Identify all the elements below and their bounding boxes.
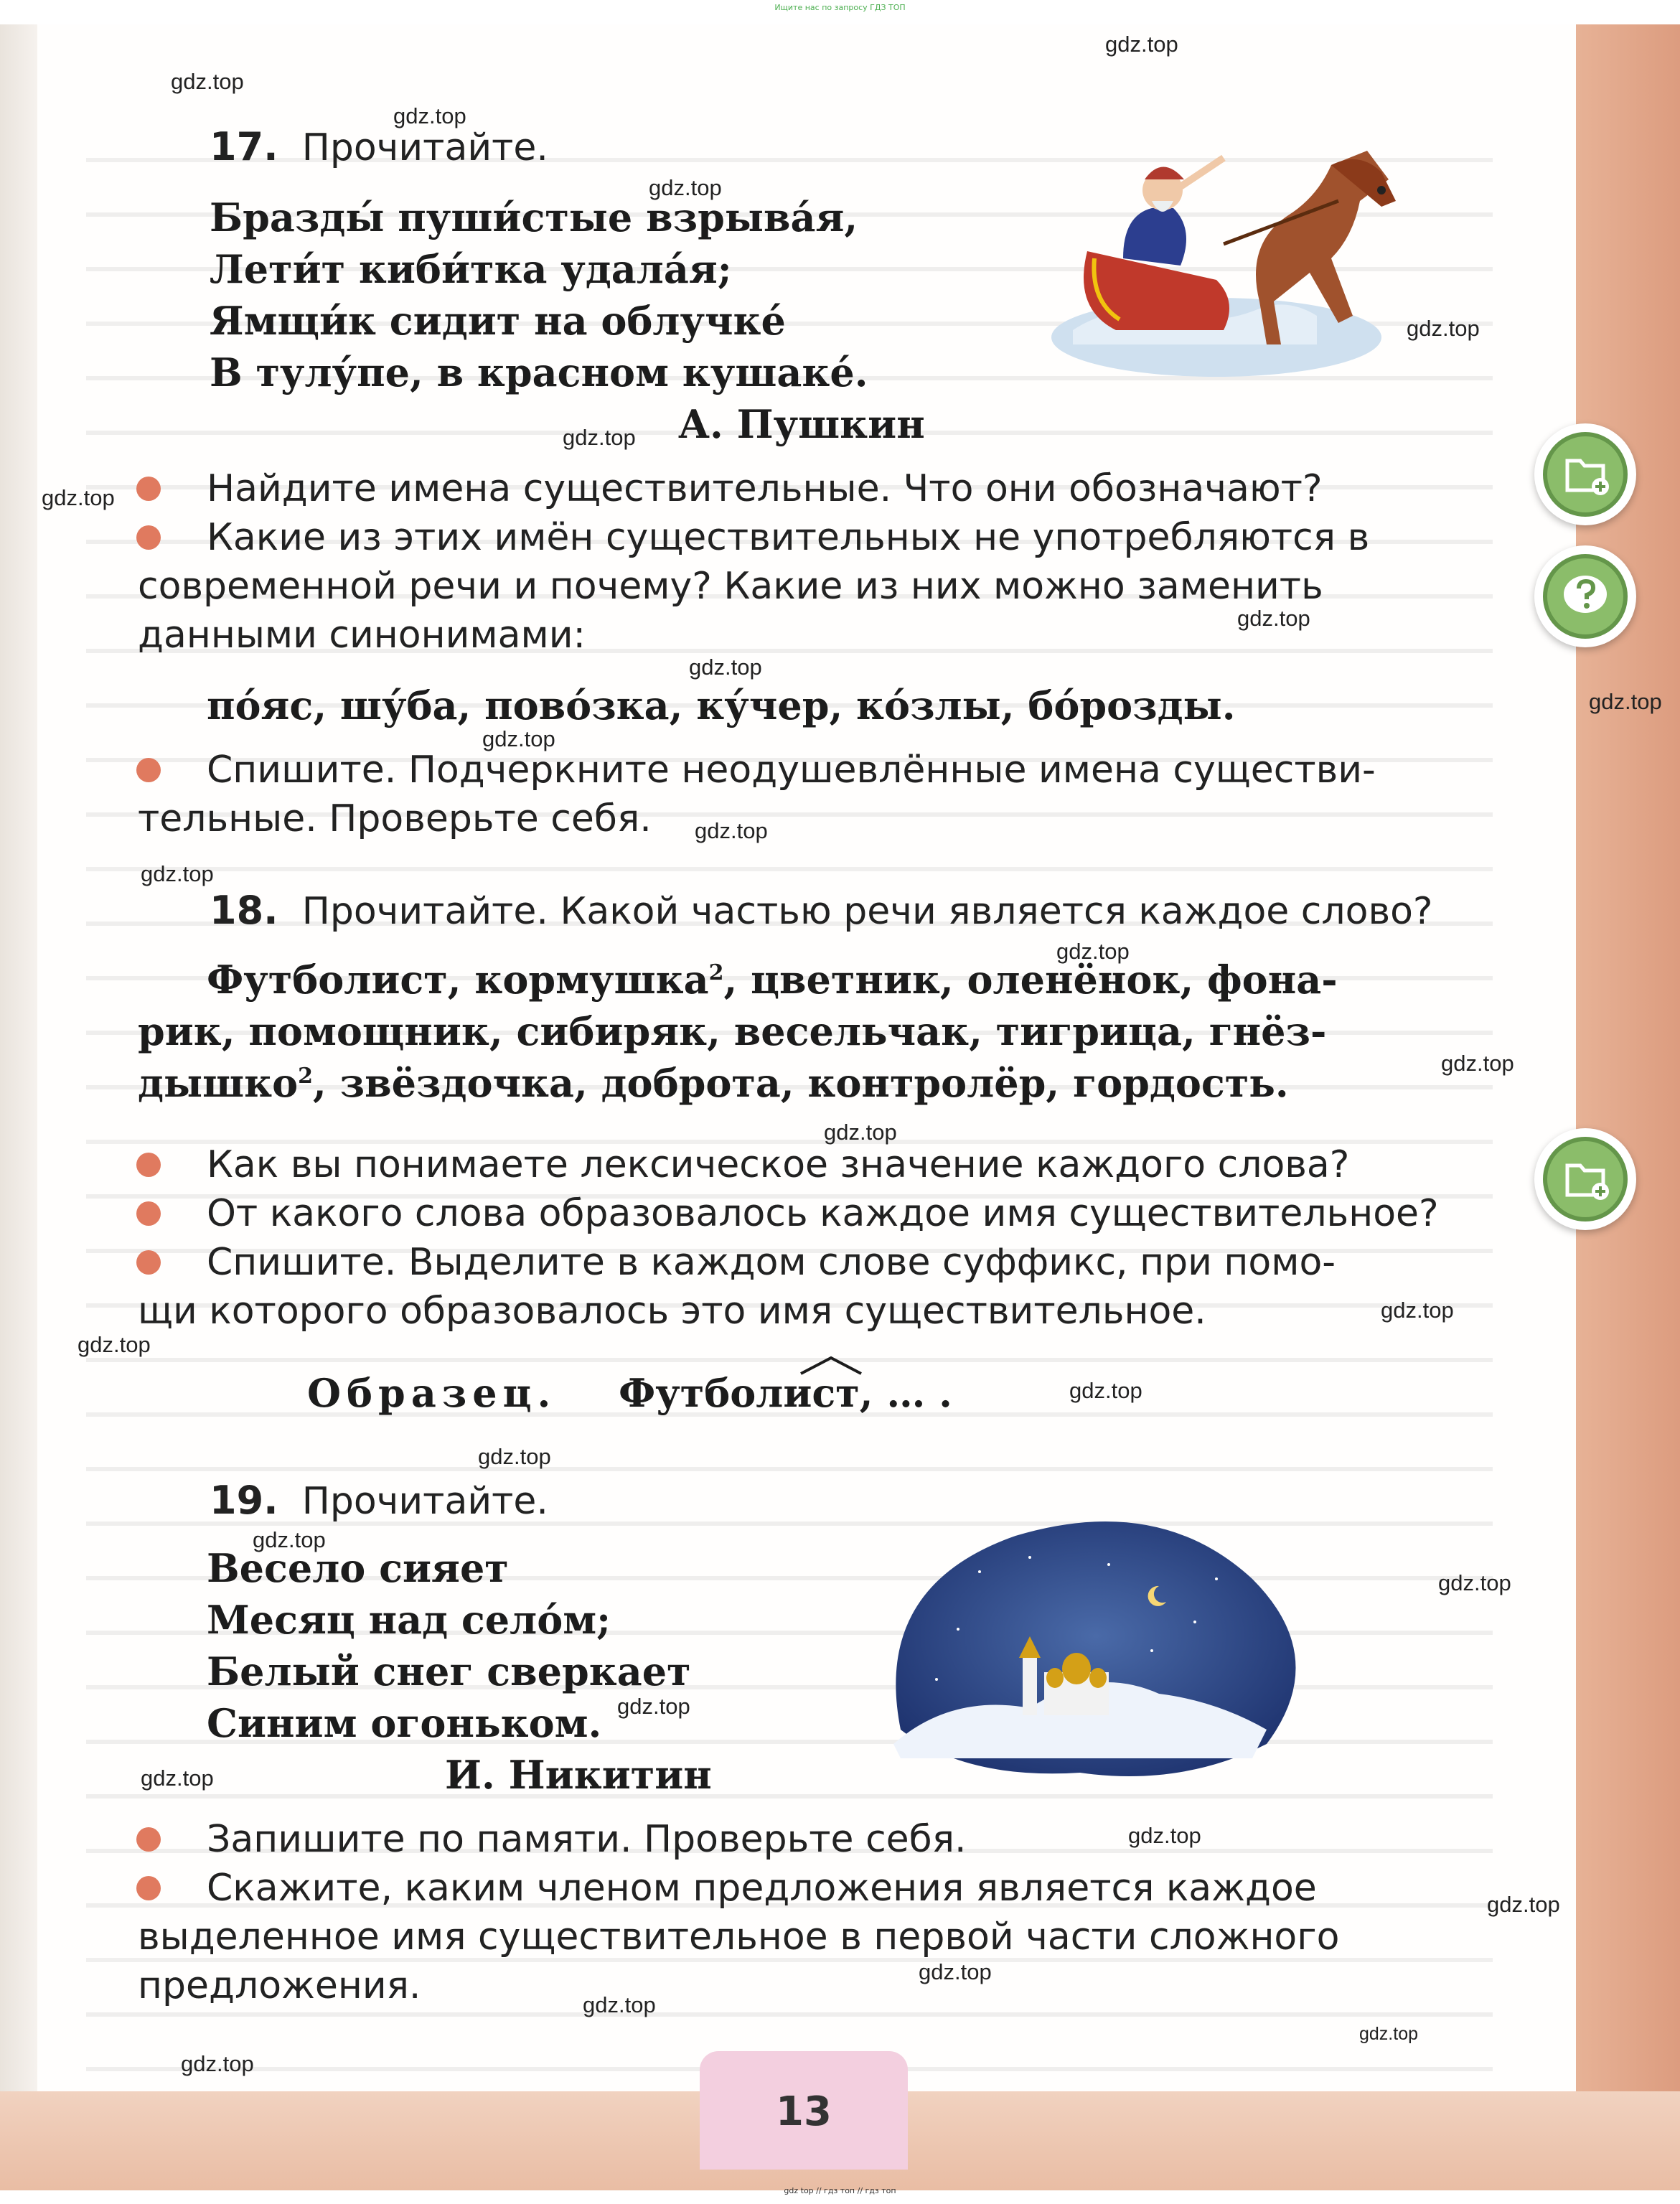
watermark: gdz.top [695, 818, 768, 843]
footer-note: gdz top // гдз топ // гдз топ [784, 2186, 896, 2195]
ex18-heading [210, 886, 1433, 937]
ex19-task-1: Запишите по памяти. Проверьте себя. [207, 1818, 967, 1861]
ex17-task-2-line-1: Какие из этих имён существительных не употребляются в [207, 516, 1370, 559]
ex18-instruction: Прочитайте. Какой частью речи является каждое слово? [301, 890, 1433, 933]
add-to-folder-button-2[interactable] [1534, 1128, 1636, 1230]
ex17-task-3-line-2: тельные. Проверьте себя. [138, 797, 652, 840]
watermark: gdz.top [1381, 1298, 1454, 1323]
ex19-number: 19. [210, 1478, 278, 1523]
bullet-icon [136, 758, 161, 782]
ex19-heading [210, 1476, 548, 1527]
ex18-word-run: дышко [138, 1060, 299, 1106]
watermark: gdz.top [1069, 1378, 1142, 1403]
watermark: gdz.top [689, 655, 762, 680]
folder-plus-icon [1547, 436, 1623, 512]
ex18-sample-text: Футболист, … . [619, 1370, 952, 1416]
watermark: gdz.top [171, 69, 244, 94]
sleigh-horse-illustration [1044, 122, 1475, 409]
ex19-task-2-line-1: Скажите, каким членом предложения является каждое [207, 1867, 1317, 1910]
watermark: gdz.top [141, 1765, 214, 1791]
watermark: gdz.top [919, 1959, 992, 1984]
ex18-task-3-line-2: щи которого образовалось это имя существительное. [138, 1290, 1206, 1333]
ex19-task-2-line-2: выделенное имя существительное в первой части сложного [138, 1915, 1340, 1959]
ex18-task-2: От какого слова образовалось каждое имя существительное? [207, 1192, 1439, 1235]
ex17-task-3-line-1: Спишите. Подчеркните неодушевлённые имена существи- [207, 749, 1376, 792]
ex18-word-run: , звёздочка, доброта, контролёр, гордость. [313, 1060, 1289, 1106]
bullet-icon [136, 1153, 161, 1177]
footnote-marker: 2 [298, 1064, 314, 1089]
bullet-icon [136, 477, 161, 501]
suffix-mark-icon [798, 1355, 864, 1377]
night-village-illustration [872, 1514, 1303, 1787]
ex18-words-line-1 [207, 955, 1338, 1005]
footnote-marker: 2 [708, 960, 724, 985]
watermark: gdz.top [42, 485, 115, 510]
bullet-icon [136, 1876, 161, 1900]
right-margin-band [1576, 24, 1680, 2120]
ex19-author: И. Никитин [445, 1752, 712, 1798]
ex18-word-run: , цветник, оленёнок, фона- [723, 957, 1338, 1003]
help-button[interactable] [1534, 545, 1636, 647]
watermark: gdz.top [1589, 689, 1662, 714]
page-number: 13 [776, 2088, 832, 2135]
ex18-word-run: Футболист, кормушка [207, 957, 709, 1003]
watermark: gdz.top [1407, 316, 1480, 341]
watermark: gdz.top [1438, 1570, 1511, 1595]
watermark: gdz.top [1359, 2024, 1419, 2044]
ex18-words-line-2: рик, помощник, сибиряк, весельчак, тигрица, гнёз- [138, 1008, 1327, 1054]
watermark: gdz.top [1128, 1823, 1201, 1848]
watermark: gdz.top [649, 175, 722, 200]
watermark: gdz.top [563, 425, 636, 450]
watermark: gdz.top [78, 1332, 151, 1357]
watermark: gdz.top [141, 861, 214, 886]
ex17-heading [210, 122, 548, 173]
page-gutter [0, 24, 37, 2106]
ex17-synonyms: по́яс, шу́ба, пово́зка, ку́чер, ко́злы, бо́розды. [207, 683, 1236, 728]
ex18-task-1: Как вы понимаете лексическое значение каждого слова? [207, 1143, 1350, 1186]
ex19-poem-line-4: Синим огоньком. [207, 1700, 602, 1746]
ex17-author: А. Пушкин [678, 401, 925, 447]
watermark: gdz.top [478, 1444, 551, 1469]
watermark: gdz.top [617, 1694, 690, 1719]
watermark: gdz.top [1105, 32, 1178, 57]
watermark: gdz.top [393, 103, 466, 128]
top-note: Ищите нас по запросу ГДЗ ТОП [774, 3, 906, 12]
ex19-poem-line-2: Месяц над село́м; [207, 1597, 611, 1643]
bullet-icon [136, 1827, 161, 1852]
ex17-instruction: Прочитайте. [301, 126, 548, 169]
add-to-folder-button[interactable] [1534, 423, 1636, 525]
ex17-poem-line-2: Лети́т киби́тка удала́я; [210, 246, 732, 292]
ex19-instruction: Прочитайте. [301, 1480, 548, 1523]
ex18-number: 18. [210, 888, 278, 933]
ex19-poem-line-3: Белый снег сверкает [207, 1649, 691, 1694]
ex17-task-1: Найдите имена существительные. Что они обозначают? [207, 467, 1323, 510]
watermark: gdz.top [1237, 606, 1310, 631]
bullet-icon [136, 1250, 161, 1275]
ex17-task-2-line-2: современной речи и почему? Какие из них можно заменить [138, 565, 1323, 608]
question-bubble-icon [1547, 558, 1623, 634]
watermark: gdz.top [253, 1527, 326, 1552]
ex18-sample-label: Образец. [307, 1370, 557, 1416]
ex17-number: 17. [210, 124, 278, 169]
ex17-task-2-line-3: данными синонимами: [138, 614, 586, 657]
watermark: gdz.top [482, 726, 555, 751]
ex18-task-3-line-1: Спишите. Выделите в каждом слове суффикс, при помо- [207, 1241, 1336, 1284]
watermark: gdz.top [181, 2051, 254, 2076]
ex18-words-line-3 [138, 1058, 1289, 1108]
watermark: gdz.top [824, 1120, 897, 1145]
bullet-icon [136, 1201, 161, 1226]
watermark: gdz.top [1441, 1051, 1514, 1076]
ex19-task-2-line-3: предложения. [138, 1964, 421, 2007]
ex17-poem-line-1: Бразды́ пуши́стые взрыва́я, [210, 194, 858, 240]
watermark: gdz.top [1056, 939, 1130, 964]
ex19-poem-line-1: Весело сияет [207, 1545, 509, 1591]
ex17-poem-line-4: В тулу́пе, в красном кушаке́. [210, 350, 868, 395]
folder-plus-icon [1547, 1141, 1623, 1217]
watermark: gdz.top [583, 1992, 656, 2017]
watermark: gdz.top [1487, 1892, 1560, 1917]
ex17-poem-line-3: Ямщи́к сидит на облучке́ [210, 298, 786, 344]
bullet-icon [136, 525, 161, 550]
